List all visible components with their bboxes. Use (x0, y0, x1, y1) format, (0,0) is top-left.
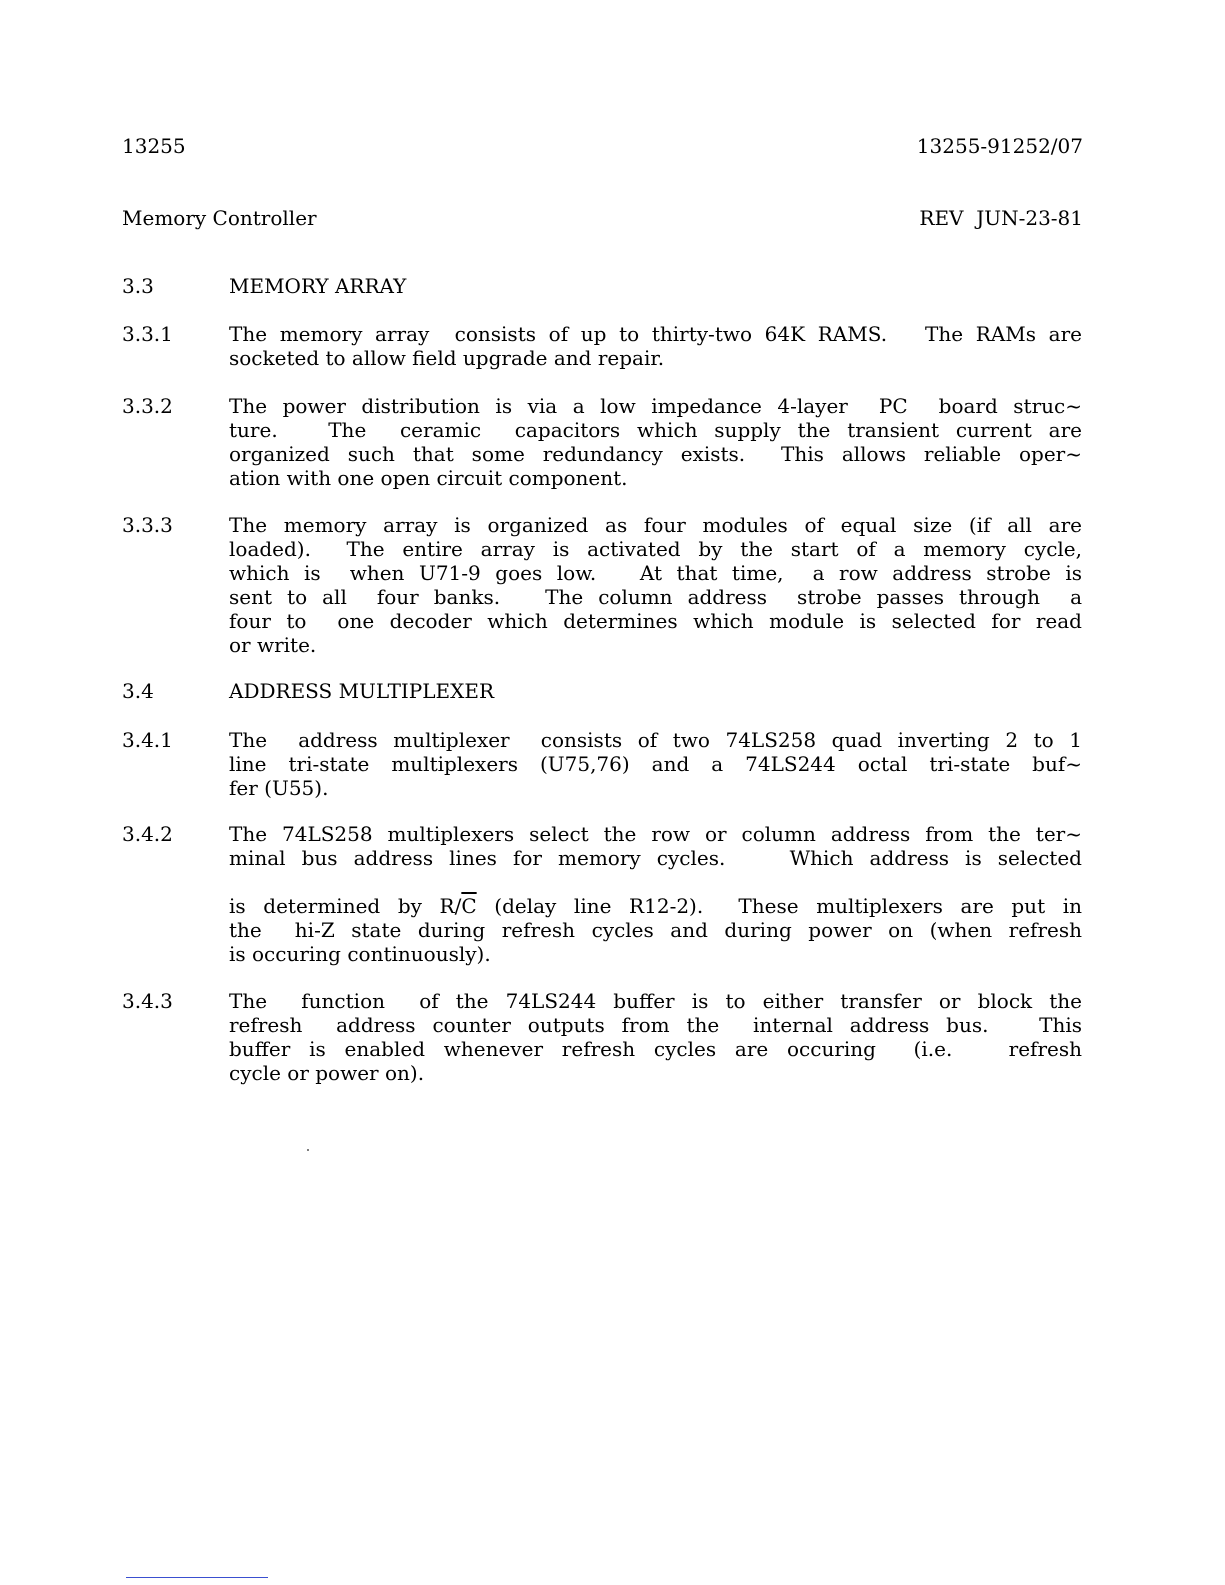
section-number-3-4: 3.4 (122, 679, 154, 703)
paragraph-line: The memory array is organized as four modules of equal size (if all are (229, 513, 1082, 537)
overlined-c: $\overline{C}$ (461, 894, 477, 918)
paragraph-3-4-1 (229, 728, 1082, 800)
paragraph-line: The memory array consists of up to thirty-two 64K RAMS. The RAMs are (229, 322, 1082, 346)
paragraph-line (229, 894, 1082, 918)
section-number-3-3-1: 3.3.1 (122, 322, 173, 346)
section-number-3-4-3: 3.4.3 (122, 989, 173, 1013)
paragraph-line: The address multiplexer consists of two 74LS258 quad inverting 2 to 1 (229, 728, 1082, 752)
text-fragment: (delay line R12-2). These multiplexers are put in (476, 894, 1082, 918)
paragraph-line: which is when U71-9 goes low. At that time, a row address strobe is (229, 561, 1082, 585)
part-number: 13255-91252/07 (916, 134, 1083, 158)
paragraph-line: fer (U55). (229, 776, 329, 800)
paragraph-line: The 74LS258 multiplexers select the row or column address from the ter~ (229, 822, 1082, 846)
paragraph-3-3-2 (229, 394, 1082, 490)
paragraph-3-4-2-part-a (229, 822, 1082, 870)
document-title: Memory Controller (122, 206, 317, 230)
paragraph-line: the hi-Z state during refresh cycles and during power on (when refresh (229, 918, 1082, 942)
paragraph-line: The power distribution is via a low impedance 4-layer PC board struc~ (229, 394, 1082, 418)
paragraph-3-4-3 (229, 989, 1082, 1085)
paragraph-line: ture. The ceramic capacitors which supply the transient current are (229, 418, 1082, 442)
paragraph-line: cycle or power on). (229, 1061, 425, 1085)
section-heading-memory-array: MEMORY ARRAY (229, 274, 407, 298)
paragraph-3-3-1 (229, 322, 1082, 370)
section-number-3-3-3: 3.3.3 (122, 513, 173, 537)
header-right (917, 86, 1083, 278)
scan-speck (307, 1149, 309, 1151)
paragraph-line: minal bus address lines for memory cycles. Which address is selected (229, 846, 1082, 870)
revision-date: REV JUN-23-81 (919, 206, 1083, 230)
text-fragment: is determined by R/ (229, 894, 462, 918)
section-heading-address-multiplexer: ADDRESS MULTIPLEXER (229, 679, 495, 703)
paragraph-line: four to one decoder which determines which module is selected for read (229, 609, 1082, 633)
paragraph-line: refresh address counter outputs from the internal address bus. This (229, 1013, 1082, 1037)
section-number-3-3-2: 3.3.2 (122, 394, 173, 418)
paragraph-line: The function of the 74LS244 buffer is to either transfer or block the (229, 989, 1082, 1013)
paragraph-3-3-3 (229, 513, 1082, 657)
section-number-3-4-2: 3.4.2 (122, 822, 173, 846)
paragraph-line: buffer is enabled whenever refresh cycles are occuring (i.e. refresh (229, 1037, 1082, 1061)
paragraph-line: ation with one open circuit component. (229, 466, 628, 490)
section-number-3-4-1: 3.4.1 (122, 728, 173, 752)
paragraph-line: or write. (229, 633, 317, 657)
bottom-rule (126, 1577, 268, 1578)
paragraph-line: organized such that some redundancy exists. This allows reliable oper~ (229, 442, 1082, 466)
section-number-3-3: 3.3 (122, 274, 154, 298)
header-left (122, 86, 317, 278)
paragraph-line: socketed to allow field upgrade and repair. (229, 346, 665, 370)
document-number: 13255 (122, 134, 186, 158)
paragraph-line: line tri-state multiplexers (U75,76) and a 74LS244 octal tri-state buf~ (229, 752, 1082, 776)
paragraph-line: sent to all four banks. The column address strobe passes through a (229, 585, 1082, 609)
paragraph-3-4-2-part-b (229, 894, 1082, 966)
paragraph-line: loaded). The entire array is activated by the start of a memory cycle, (229, 537, 1082, 561)
paragraph-line: is occuring continuously). (229, 942, 491, 966)
